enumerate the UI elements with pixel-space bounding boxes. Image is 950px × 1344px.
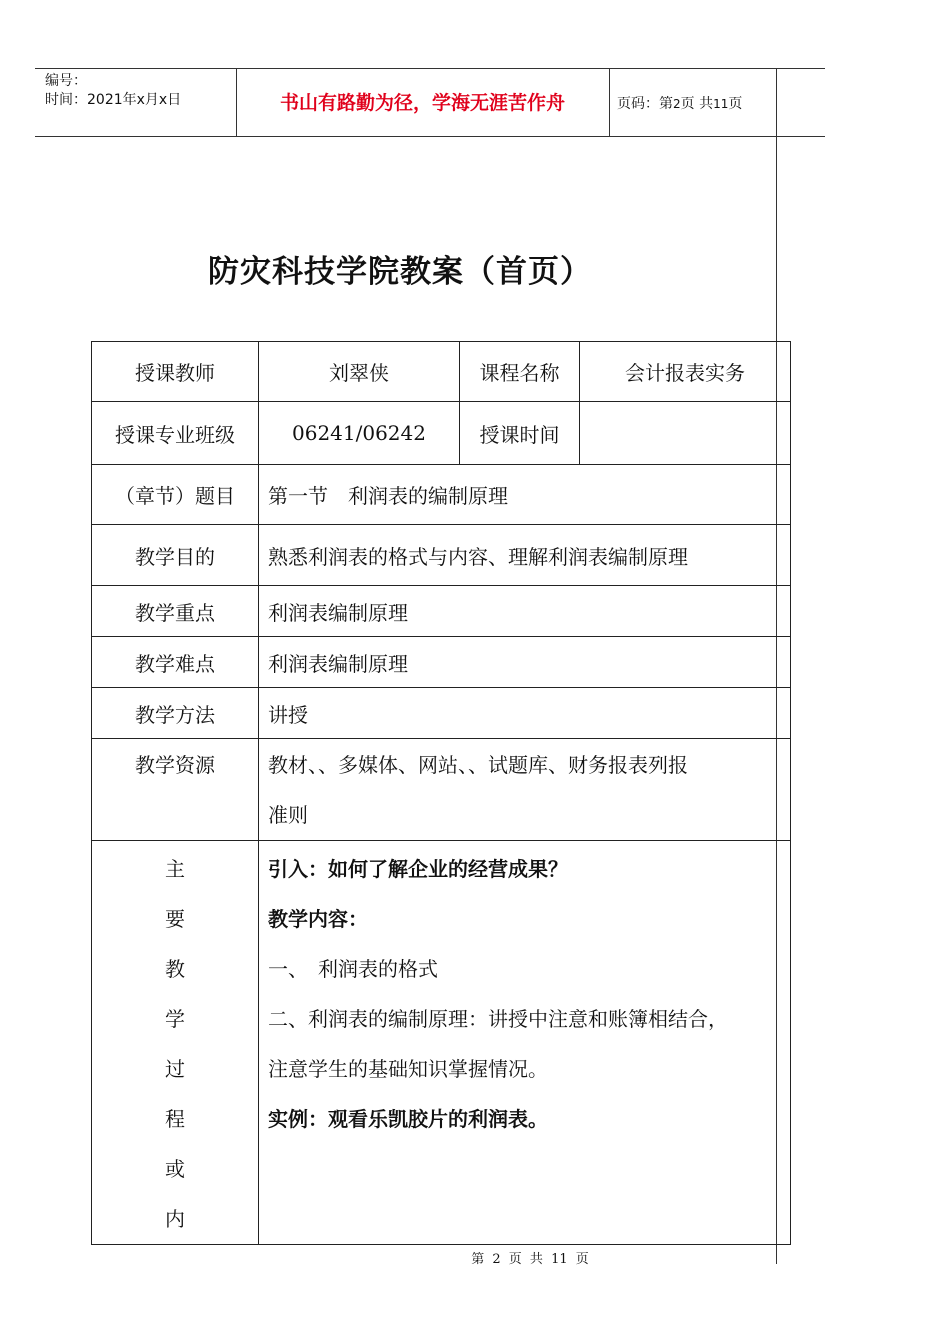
footer-current: 2 — [492, 1252, 501, 1267]
time-value — [580, 402, 791, 465]
resources-label-cell — [92, 739, 259, 841]
objective-label: 教学目的 — [92, 525, 259, 586]
process-label-cell — [92, 841, 259, 1245]
footer-mid: 页 共 — [508, 1252, 543, 1267]
page-current: 2 — [673, 97, 681, 111]
page-mid: 页 共 — [680, 96, 714, 112]
process-line: 实例：观看乐凯胶片的利润表。 — [268, 1107, 548, 1131]
page-suffix: 页 — [728, 96, 743, 112]
footer-total: 11 — [551, 1252, 568, 1267]
table-row — [92, 841, 791, 1245]
footer-suffix: 页 — [575, 1252, 589, 1267]
course-value: 会计报表实务 — [580, 342, 791, 402]
time-label: 时间：2021年x月x日 — [45, 92, 182, 108]
process-label-char: 内 — [165, 1207, 185, 1231]
header-page-number — [617, 93, 742, 113]
key-point-value: 利润表编制原理 — [259, 586, 791, 637]
objective-value: 熟悉利润表的格式与内容、理解利润表编制原理 — [259, 525, 791, 586]
process-label-char: 过 — [165, 1057, 185, 1081]
process-line: 注意学生的基础知识掌握情况。 — [268, 1057, 548, 1081]
table-row — [92, 402, 791, 465]
process-label-char: 或 — [165, 1157, 185, 1181]
class-label: 授课专业班级 — [92, 402, 259, 465]
chapter-value: 第一节 利润表的编制原理 — [259, 465, 791, 525]
table-row — [92, 465, 791, 525]
process-content — [259, 841, 791, 1245]
course-label: 课程名称 — [460, 342, 580, 402]
header-meta — [45, 72, 181, 110]
header-top-rule — [35, 68, 825, 69]
method-label: 教学方法 — [92, 688, 259, 739]
table-row — [92, 342, 791, 402]
difficulty-value: 利润表编制原理 — [259, 637, 791, 688]
resources-value — [259, 739, 791, 841]
process-line: 引入：如何了解企业的经营成果？ — [268, 857, 568, 881]
footer-prefix: 第 — [471, 1252, 485, 1267]
table-row — [92, 688, 791, 739]
header-bottom-rule — [35, 136, 825, 137]
process-label-char: 主 — [165, 857, 185, 881]
table-row — [92, 586, 791, 637]
difficulty-label: 教学难点 — [92, 637, 259, 688]
resources-line-1: 教材、、多媒体、网站、、试题库、财务报表列报 — [268, 753, 688, 777]
teacher-value: 刘翠侠 — [259, 342, 460, 402]
table-row — [92, 525, 791, 586]
table-row — [92, 637, 791, 688]
process-label-char: 学 — [165, 1007, 185, 1031]
key-point-label: 教学重点 — [92, 586, 259, 637]
process-label-char: 要 — [165, 907, 185, 931]
resources-label: 教学资源 — [135, 753, 215, 777]
process-line: 二、利润表的编制原理：讲授中注意和账簿相结合， — [268, 1007, 728, 1031]
page-footer — [0, 1248, 950, 1267]
lesson-plan-table — [91, 341, 791, 1245]
method-value: 讲授 — [259, 688, 791, 739]
time-label-cell: 授课时间 — [460, 402, 580, 465]
process-label-char: 程 — [165, 1107, 185, 1131]
process-line: 教学内容： — [268, 907, 368, 931]
header-motto: 书山有路勤为径，学海无涯苦作舟 — [279, 92, 565, 114]
resources-line-2: 准则 — [268, 803, 308, 827]
process-line: 一、 利润表的格式 — [268, 957, 438, 981]
header-divider-2 — [609, 68, 610, 136]
serial-label: 编号： — [45, 73, 87, 89]
chapter-label: （章节）题目 — [92, 465, 259, 525]
teacher-label: 授课教师 — [92, 342, 259, 402]
page-total: 11 — [713, 97, 729, 111]
process-label-char: 教 — [165, 957, 185, 981]
page-prefix: 页码：第 — [617, 96, 673, 112]
table-row — [92, 739, 791, 841]
class-value: 06241/06242 — [259, 402, 460, 465]
page-title: 防灾科技学院教案（首页） — [208, 254, 592, 290]
